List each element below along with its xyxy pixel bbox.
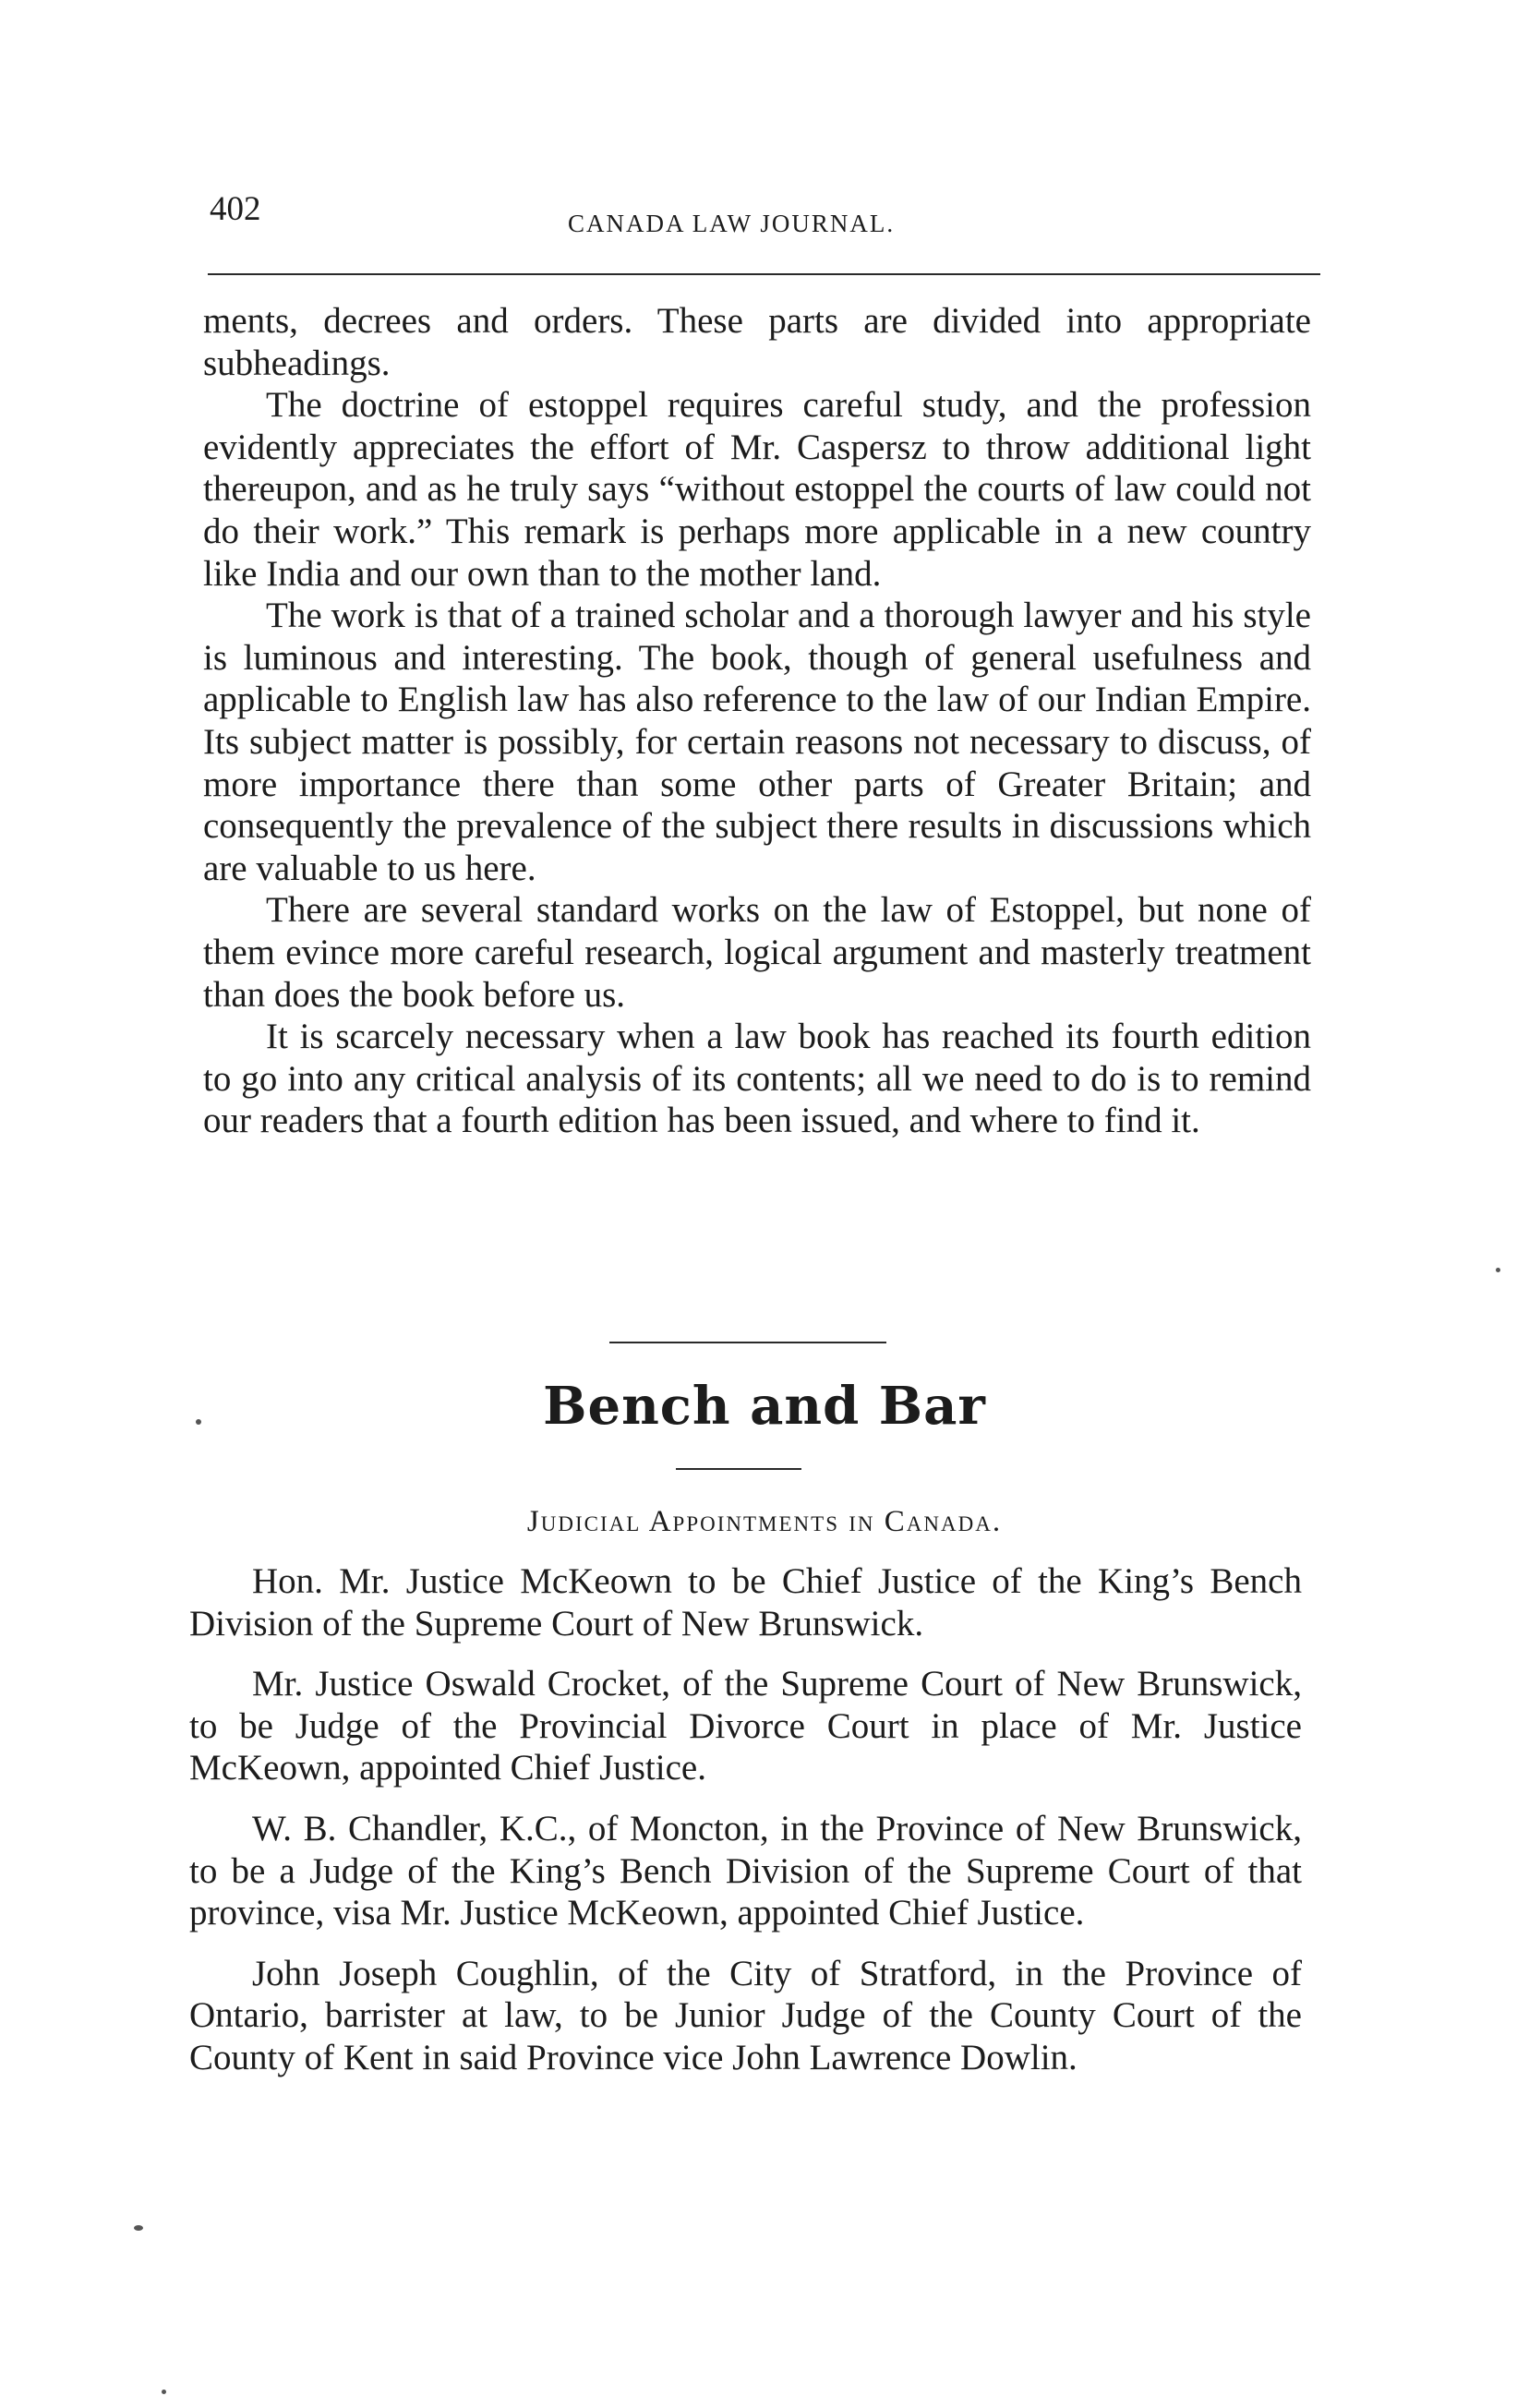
review-paragraph: There are several standard works on the law of Estoppel, but none of them evince more careful research, logical argument and masterly treatment than does the book before us.: [203, 890, 1311, 1015]
appointment-entry: Hon. Mr. Justice McKeown to be Chief Justice of the King’s Bench Division of the Supreme Court of New Brunswick.: [189, 1561, 1302, 1643]
section-title: Bench and Bar: [543, 1376, 986, 1437]
ink-speck: [162, 2390, 166, 2394]
review-paragraph: The doctrine of estoppel requires careful study, and the profession evidently appreciates the effort of Mr. Caspersz to throw additional light thereupon, and as he truly says “without estoppel the courts of law could not do their work.” This remark is perhaps more applicable in a new country like India and our own than to the mother land.: [203, 385, 1311, 594]
section-subheading: Judicial Appointments in Canada.: [526, 1505, 1003, 1538]
title-underline: [676, 1468, 801, 1470]
running-head: CANADA LAW JOURNAL.: [568, 210, 896, 237]
appointment-entry: Mr. Justice Oswald Crocket, of the Supreme Court of New Brunswick, to be Judge of the Provincial Divorce Court in place of Mr. Justice McKeown, appointed Chief Justice.: [189, 1664, 1302, 1788]
appointments-list: [189, 1560, 1302, 2079]
section-divider: [609, 1342, 886, 1343]
header-rule: [208, 273, 1320, 275]
review-paragraph: It is scarcely necessary when a law book has reached its fourth edition to go into any critical analysis of its contents; all we need to do is to remind our readers that a fourth edition has been issued, and where to find it.: [203, 1017, 1311, 1141]
page-number: 402: [210, 190, 261, 228]
ink-speck: [134, 2225, 143, 2231]
appointment-entry: John Joseph Coughlin, of the City of Stratford, in the Province of Ontario, barrister at law, to be Junior Judge of the County Court of the County of Kent in said Province vice John Lawrence Dowlin.: [189, 1953, 1302, 2077]
appointment-entry: W. B. Chandler, K.C., of Moncton, in the Province of New Brunswick, to be a Judge of the King’s Bench Division of the Supreme Court of that province, visa Mr. Justice McKeown, appointed Chief Justice.: [189, 1808, 1302, 1933]
review-paragraph: ments, decrees and orders. These parts are divided into appropriate subheadings.: [203, 301, 1311, 383]
ink-speck: [196, 1419, 201, 1425]
book-review-text: [203, 300, 1311, 1142]
review-paragraph: The work is that of a trained scholar and a thorough lawyer and his style is luminous and interesting. The book, though of general usefulness and applicable to English law has also reference to the law of our Indian Empire. Its subject matter is possibly, for certain reasons not necessary to discuss, of more importance there than some other parts of Greater Britain; and consequently the prevalence of the subject there results in discussions which are valuable to us here.: [203, 596, 1311, 888]
ink-speck: [1496, 1268, 1500, 1272]
page-header: [208, 189, 1320, 245]
